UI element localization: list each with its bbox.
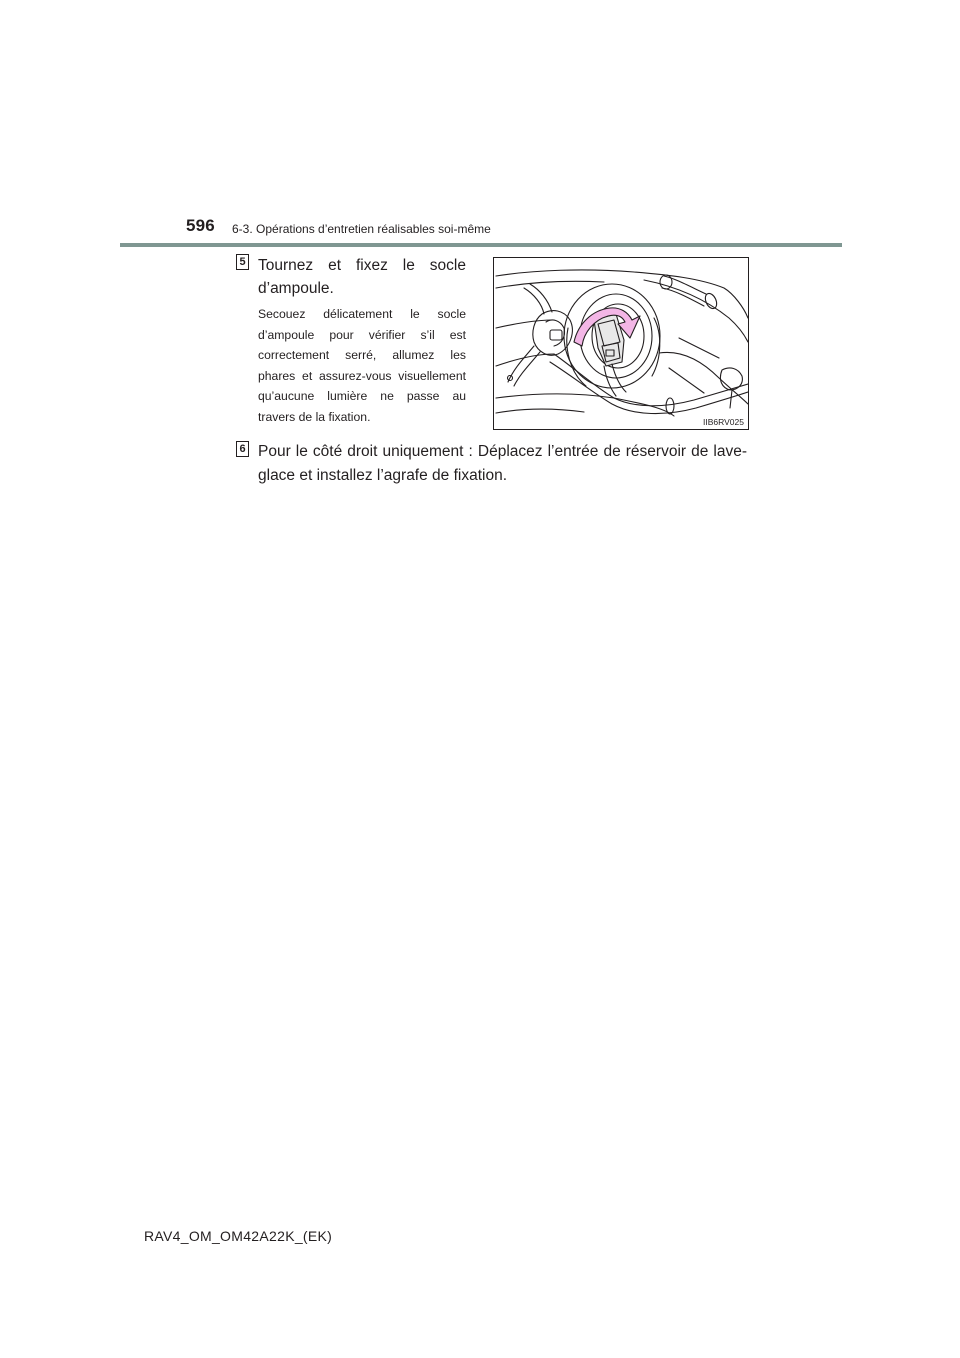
step-6-text: Pour le côté droit uniquement : Déplacez l’entrée de réservoir de lave-glace et installez l’agrafe de fixation. [258, 443, 747, 484]
step-6-badge: 6 [236, 441, 249, 457]
headlight-socket-drawing [494, 258, 748, 429]
page-number: 596 [186, 216, 215, 235]
section-title: 6-3. Opérations d’entretien réalisables soi-même [232, 222, 491, 236]
footer-model-code: RAV4_OM_OM42A22K_(EK) [144, 1228, 333, 1244]
header-rule [120, 243, 842, 247]
step-5-title: Tournez et fixez le socle d’ampoule. [258, 257, 466, 297]
step-5-note: Secouez délicatement le socle d’ampoule pour vérifier s’il est correctement serré, allumez les phares et assurez-vous visuellement qu’aucune lumière ne passe au travers de la fixation. [258, 307, 466, 424]
bulb-socket-illustration [493, 257, 749, 430]
figure-code: IIB6RV025 [703, 417, 744, 427]
step-5-badge: 5 [236, 254, 249, 270]
